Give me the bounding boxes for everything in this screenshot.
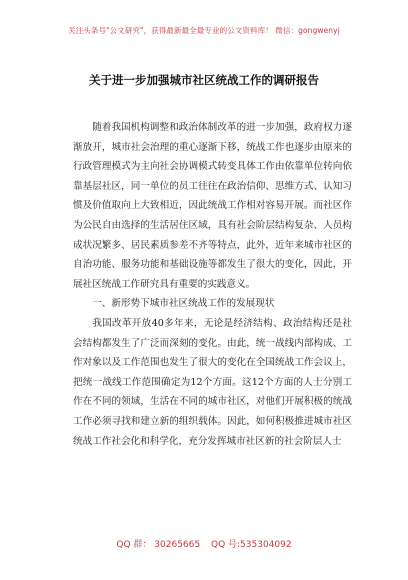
qq-account-number: QQ 号:535304092 bbox=[210, 540, 292, 550]
qq-group-number: QQ 群： 30265665 bbox=[116, 540, 201, 550]
footer-contact bbox=[0, 537, 408, 550]
paragraph-intro: 随着我国机构调整和政治体制改革的进一步加强，政府权力逐渐放开，城市社会治理的重心逐渐下移，统战工作也逐步由原来的行政管理模式为主向社会协调模式转变具体工作由依靠单位转向依靠基层社区，同一单位的员工往往在政治信仰、思维方式、认知习惯及价值取向上大致相近，因此统战工作相对容易开展。而社区作为公民自由选择的生活居住区域，具有社会阶层结构复杂、人员构成状况繁多、居民素质参差不齐等特点，此外，近年来城市社区的自治功能、服务功能和基础设施等都发生了很大的变化，因此，开展社区统战工作研究具有重要的实践意义。 bbox=[73, 122, 352, 290]
document-body bbox=[73, 118, 352, 451]
paragraph-section-1: 我国改革开放40多年来，无论是经济结构、政治结构还是社会结构都发生了广泛而深刻的变化。由此，统一战线内部构成、工作对象以及工作范围也发生了很大的变化在全国统战工作会议上，把统一战线工作范围确定为12个方面。这12个方面的人士分别工作在不同的领域，生活在不同的城市社区，对他们开展积极的统战工作必须寻找和建立新的组织载体。因此，如何积极推进城市社区统战工作社会化和科学化，充分发挥城市社区新的社会阶层人士 bbox=[73, 317, 352, 447]
header-banner: 关注头条号"公文研究"，获得最新最全最专业的公文资料库！ 微信：gongwenyj bbox=[68, 26, 340, 35]
section-heading-1: 一、新形势下城市社区统战工作的发展现状 bbox=[92, 298, 275, 310]
document-title: 关于进一步加强城市社区统战工作的调研报告 bbox=[89, 73, 319, 87]
